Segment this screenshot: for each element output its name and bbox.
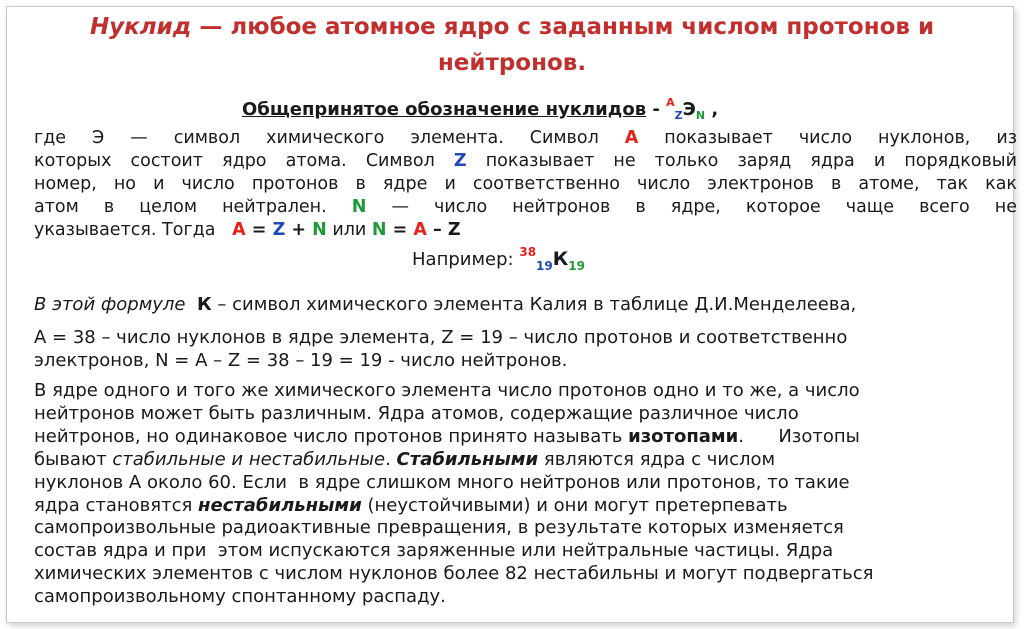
- definition-line-3-text: номер, но и число протонов в ядре и соответственно число электронов в атоме, так как: [34, 174, 1017, 194]
- explanation-in-formula: В этой формуле: [34, 294, 186, 315]
- isotopes-line-9: химических элементов с числом нуклонов более 82 нестабильны и могут подвергаться: [34, 563, 874, 585]
- explanation-line-2: А = 38 – число нуклонов в ядре элемента, Z = 19 – число протонов и соответственно: [34, 327, 848, 348]
- isotopes-paragraph: [34, 380, 994, 609]
- definition-line-1: где Э — символ химического элемента. Символ A показывает число нуклонов, из: [34, 128, 1017, 148]
- explanation-line-1-rest: – символ химического элемента Калия в таблице Д.И.Менделеева,: [217, 294, 857, 315]
- example-symbol: К: [552, 248, 569, 270]
- definition-line-5: [34, 220, 461, 240]
- notation-z-sub: Z: [674, 109, 683, 122]
- isotopes-line-7: самопроизвольные радиоактивные превращения, в результате которых изменяется: [34, 517, 844, 539]
- isotopes-line-3-a: нейтронов, но одинаковое число протонов принято называть: [34, 425, 623, 447]
- notation-symbol: Э: [682, 99, 696, 120]
- isotopes-line-10: самопроизвольному спонтанному распаду.: [34, 586, 446, 608]
- isotopes-line-8: состав ядра и при этом испускаются заряженные или нейтральные частицы. Ядра: [34, 540, 834, 562]
- formula-or: или: [332, 220, 367, 240]
- slide-title-line2: [0, 50, 1024, 76]
- term-isotopes: изотопами: [628, 425, 739, 447]
- isotopes-line-3-c: . Изотопы: [738, 425, 860, 447]
- explanation-line-1: [34, 294, 856, 315]
- example-mass: 38: [519, 245, 537, 259]
- formula-n-eq: N = A – Z: [371, 220, 461, 240]
- term-stable: Стабильными: [396, 448, 539, 470]
- notation-label: Общепринятое обозначение нуклидов: [242, 99, 647, 120]
- isotopes-line-1: В ядре одного и того же химического элемента число протонов одно и то же, а число: [34, 380, 860, 401]
- slide-title-line1: [0, 14, 1024, 40]
- term-unstable: нестабильными: [198, 494, 362, 516]
- isotopes-line-4-a: бывают: [34, 448, 107, 470]
- isotopes-line-6: [34, 495, 994, 518]
- example-label: Например:: [412, 249, 514, 270]
- isotopes-line-4-period: .: [385, 448, 391, 470]
- isotopes-line-4-e: являются ядра с числом: [543, 448, 776, 470]
- notation-dash: -: [652, 99, 660, 120]
- notation-heading: [242, 96, 718, 122]
- isotopes-line-5: нуклонов А около 60. Если в ядре слишком много нейтронов или протонов, то такие: [34, 471, 850, 493]
- isotopes-stable-unstable: стабильные и нестабильные: [112, 448, 386, 470]
- explanation-line-3: электронов, N = A – Z = 38 – 19 = 19 - число нейтронов.: [34, 350, 568, 371]
- notation-n-sub: N: [695, 109, 706, 122]
- definition-line-3: [34, 174, 1017, 194]
- isotopes-line-6-c: (неустойчивыми) и они могут претерпевать: [367, 494, 788, 516]
- definition-then: указывается. Тогда: [34, 220, 216, 240]
- notation-mass-sup: A: [666, 96, 675, 109]
- isotopes-line-2: нейтронов может быть различным. Ядра атомов, содержащие различное число: [34, 402, 799, 424]
- example-line: [412, 245, 585, 273]
- example-z: 19: [536, 259, 553, 273]
- notation-comma: ,: [711, 99, 719, 120]
- isotopes-line-4: [34, 449, 994, 472]
- title-definition-end: нейтронов.: [437, 50, 587, 76]
- example-n: 19: [568, 259, 585, 273]
- definition-line-2: которых состоит ядро атома. Символ Z показывает не только заряд ядра и порядковый: [34, 151, 1018, 171]
- isotopes-line-6-a: ядра становятся: [34, 494, 193, 516]
- formula-a-eq: A = Z + N: [232, 220, 327, 240]
- definition-line-4: атом в целом нейтрален. N — число нейтронов в ядре, которое чаще всего не: [34, 197, 1017, 217]
- title-term: Нуклид: [89, 14, 192, 40]
- title-definition: любое атомное ядро с заданным числом протонов и: [230, 14, 935, 40]
- isotopes-line-3: [34, 426, 994, 449]
- explanation-symbol: К: [196, 294, 212, 315]
- title-dash: —: [199, 14, 223, 40]
